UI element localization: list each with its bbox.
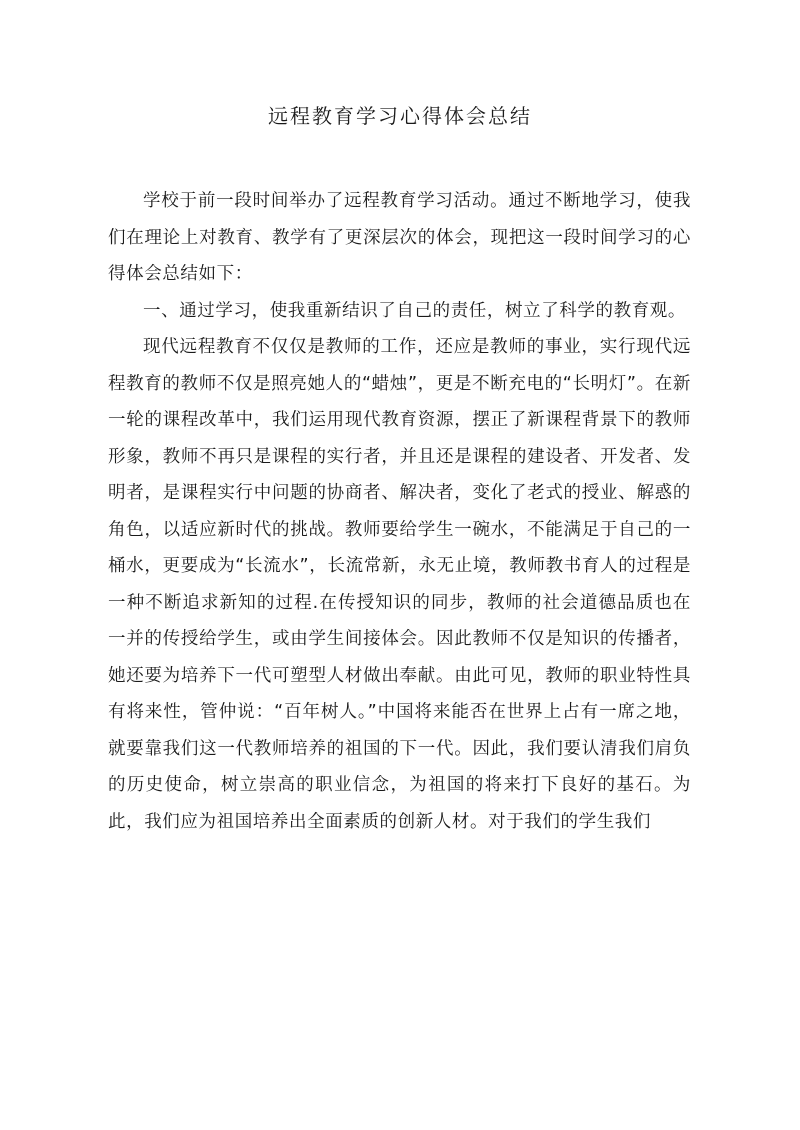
paragraph-main: 现代远程教育不仅仅是教师的工作，还应是教师的事业，实行现代远程教育的教师不仅是照亮她人的“蜡烛”，更是不断充电的“长明灯”。在新一轮的课程改革中，我们运用现代教育资源，摆正了新课程背景下的教师形象，教师不再只是课程的实行者，并且还是课程的建设者、开发者、发明者，是课程实行中问题的协商者、解决者，变化了老式的授业、解惑的角色，以适应新时代的挑战。教师要给学生一碗水，不能满足于自己的一桶水，更要成为“长流水”，长流常新，永无止境，教师教书育人的过程是一种不断追求新知的过程.在传授知识的同步，教师的社会道德品质也在一并的传授给学生，或由学生间接体会。因此教师不仅是知识的传播者，她还要为培养下一代可塑型人材做出奉献。由此可见，教师的职业特性具有将来性，管仲说：“百年树人。”中国将来能否在世界上占有一席之地，就要靠我们这一代教师培养的祖国的下一代。因此，我们要认清我们肩负的历史使命，树立崇高的职业信念，为祖国的将来打下良好的基石。为此，我们应为祖国培养出全面素质的创新人材。对于我们的学生我们: [108, 337, 691, 832]
paragraph-intro: 学校于前一段时间举办了远程教育学习活动。通过不断地学习，使我们在理论上对教育、教学有了更深层次的体会，现把这一段时间学习的心得体会总结如下：: [108, 191, 691, 284]
document-body: [108, 183, 691, 840]
paragraph-section-heading: 一、通过学习，使我重新结识了自己的责任，树立了科学的教育观。: [143, 300, 686, 321]
document-title: 远程教育学习心得体会总结: [268, 104, 532, 128]
